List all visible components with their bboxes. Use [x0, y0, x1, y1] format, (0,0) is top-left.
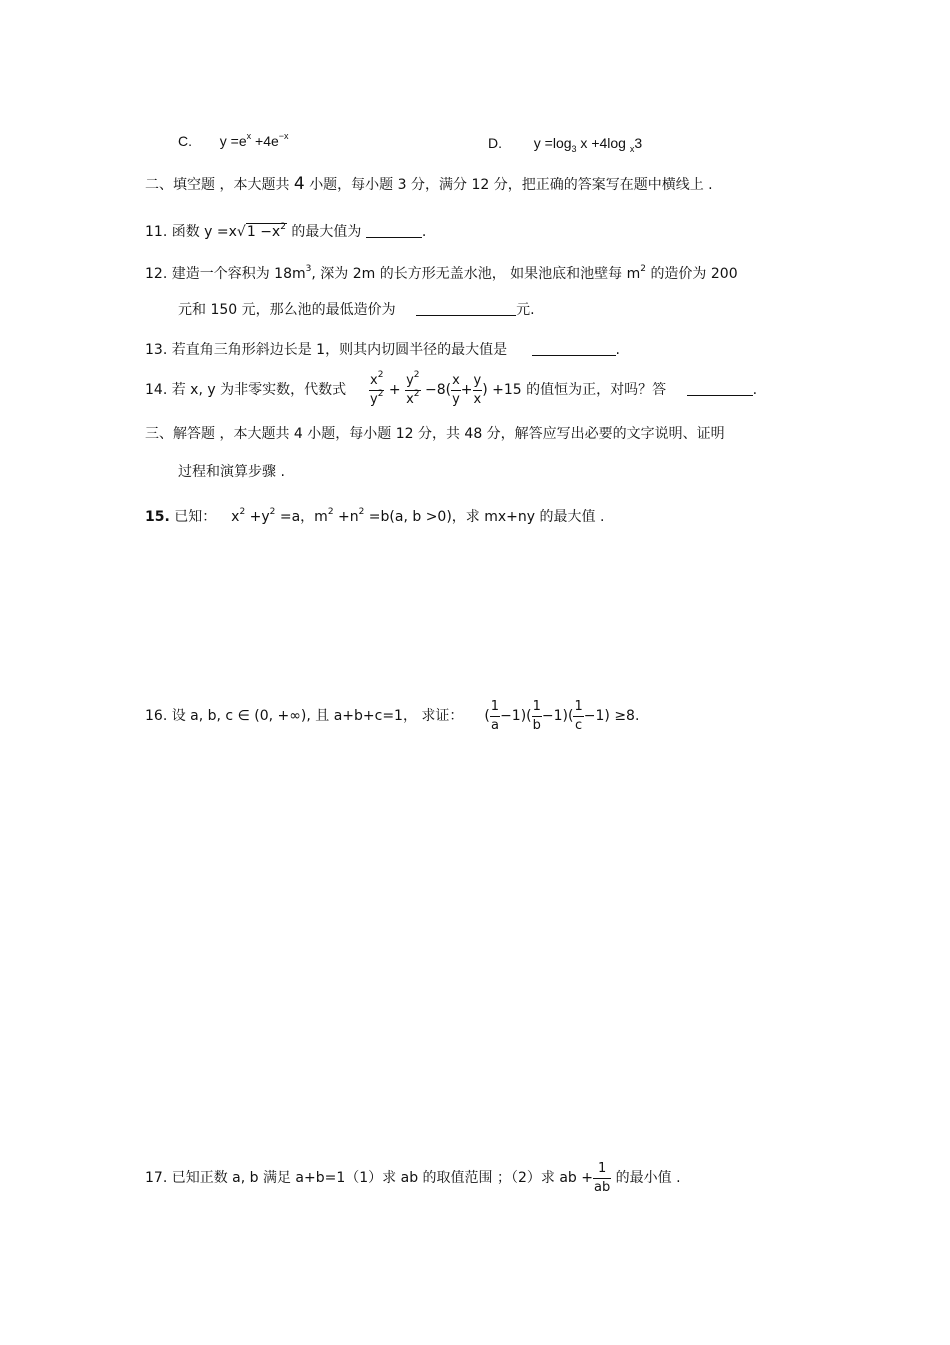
fraction: $\frac{x^2}{y^2}$ — [370, 369, 384, 407]
answer-blank — [532, 341, 616, 356]
fraction: $\frac{1}{c}$ — [574, 698, 583, 733]
fraction: $\frac{1}{ab}$ — [594, 1160, 611, 1195]
section-3-heading-line-2: 过程和演算步骤 . — [178, 464, 285, 480]
option-c: C. $y =e^x +4e^{-x}$ — [178, 131, 289, 149]
fraction: $\frac{y}{x}$ — [473, 372, 482, 407]
fraction: $\frac{1}{a}$ — [490, 698, 500, 733]
answer-blank — [366, 223, 422, 238]
section-2-heading: 二、填空题 ，本大题共 4 小题，每小题 3 分，满分 12 分，把正确的答案写在题中横线上 . — [145, 174, 713, 194]
option-c-label: C. — [178, 133, 192, 149]
answer-blank — [416, 301, 516, 316]
fraction: $\frac{x}{y}$ — [452, 372, 460, 407]
fraction: $\frac{1}{b}$ — [532, 698, 541, 733]
question-15: 15. 已知： $x^2 +y^2 =a$，$m^2 +n^2 =b(a$, b >0)，求 mx+ny 的最大值 . — [145, 507, 605, 525]
fraction: $\frac{y^2}{x^2}$ — [406, 369, 420, 407]
question-11: 11. 函数 $y =x√1 -x^2$ 的最大值为 . — [145, 222, 427, 240]
question-16: 16. 设 a, b, c ∈ (0, +∞), 且 a+b+c=1， 求证： ( $\frac{1}{a}$ −1)( $\frac{1}{b}$ −1)( $\frac{1}{c}$ −1) ≥8. — [145, 698, 640, 733]
question-13: 13. 若直角三角形斜边长是 1，则其内切圆半径的最大值是 . — [145, 342, 620, 358]
option-d-label: D. — [488, 135, 502, 151]
option-d: D. $y =\log_3$ x +4log $_x$3 — [488, 135, 643, 154]
question-12-line-1: 12. 建造一个容积为 $18m^3$, 深为 2m 的长方形无盖水池， 如果池底和池壁每 $m^2$ 的造价为 200 — [145, 264, 738, 282]
question-14: 14. 若 x, y 为非零实数，代数式 $\frac{x^2}{y^2}$ + $\frac{y^2}{x^2}$ −8( $\frac{x}{y}$ + $\frac{y}{x}$ ) +15 的值恒为正，对吗？答 . — [145, 369, 758, 407]
question-12-line-2: 元和 150 元，那么池的最低造价为 元. — [178, 302, 535, 318]
answer-blank — [687, 381, 753, 396]
question-17: 17. 已知正数 a, b 满足 a+b=1（1）求 ab 的取值范围 ；（2）求 ab + $\frac{1}{ab}$ 的最小值 . — [145, 1160, 681, 1195]
section-3-heading-line-1: 三、解答题 ，本大题共 4 小题，每小题 12 分，共 48 分，解答应写出必要的文字说明、证明 — [145, 426, 725, 442]
